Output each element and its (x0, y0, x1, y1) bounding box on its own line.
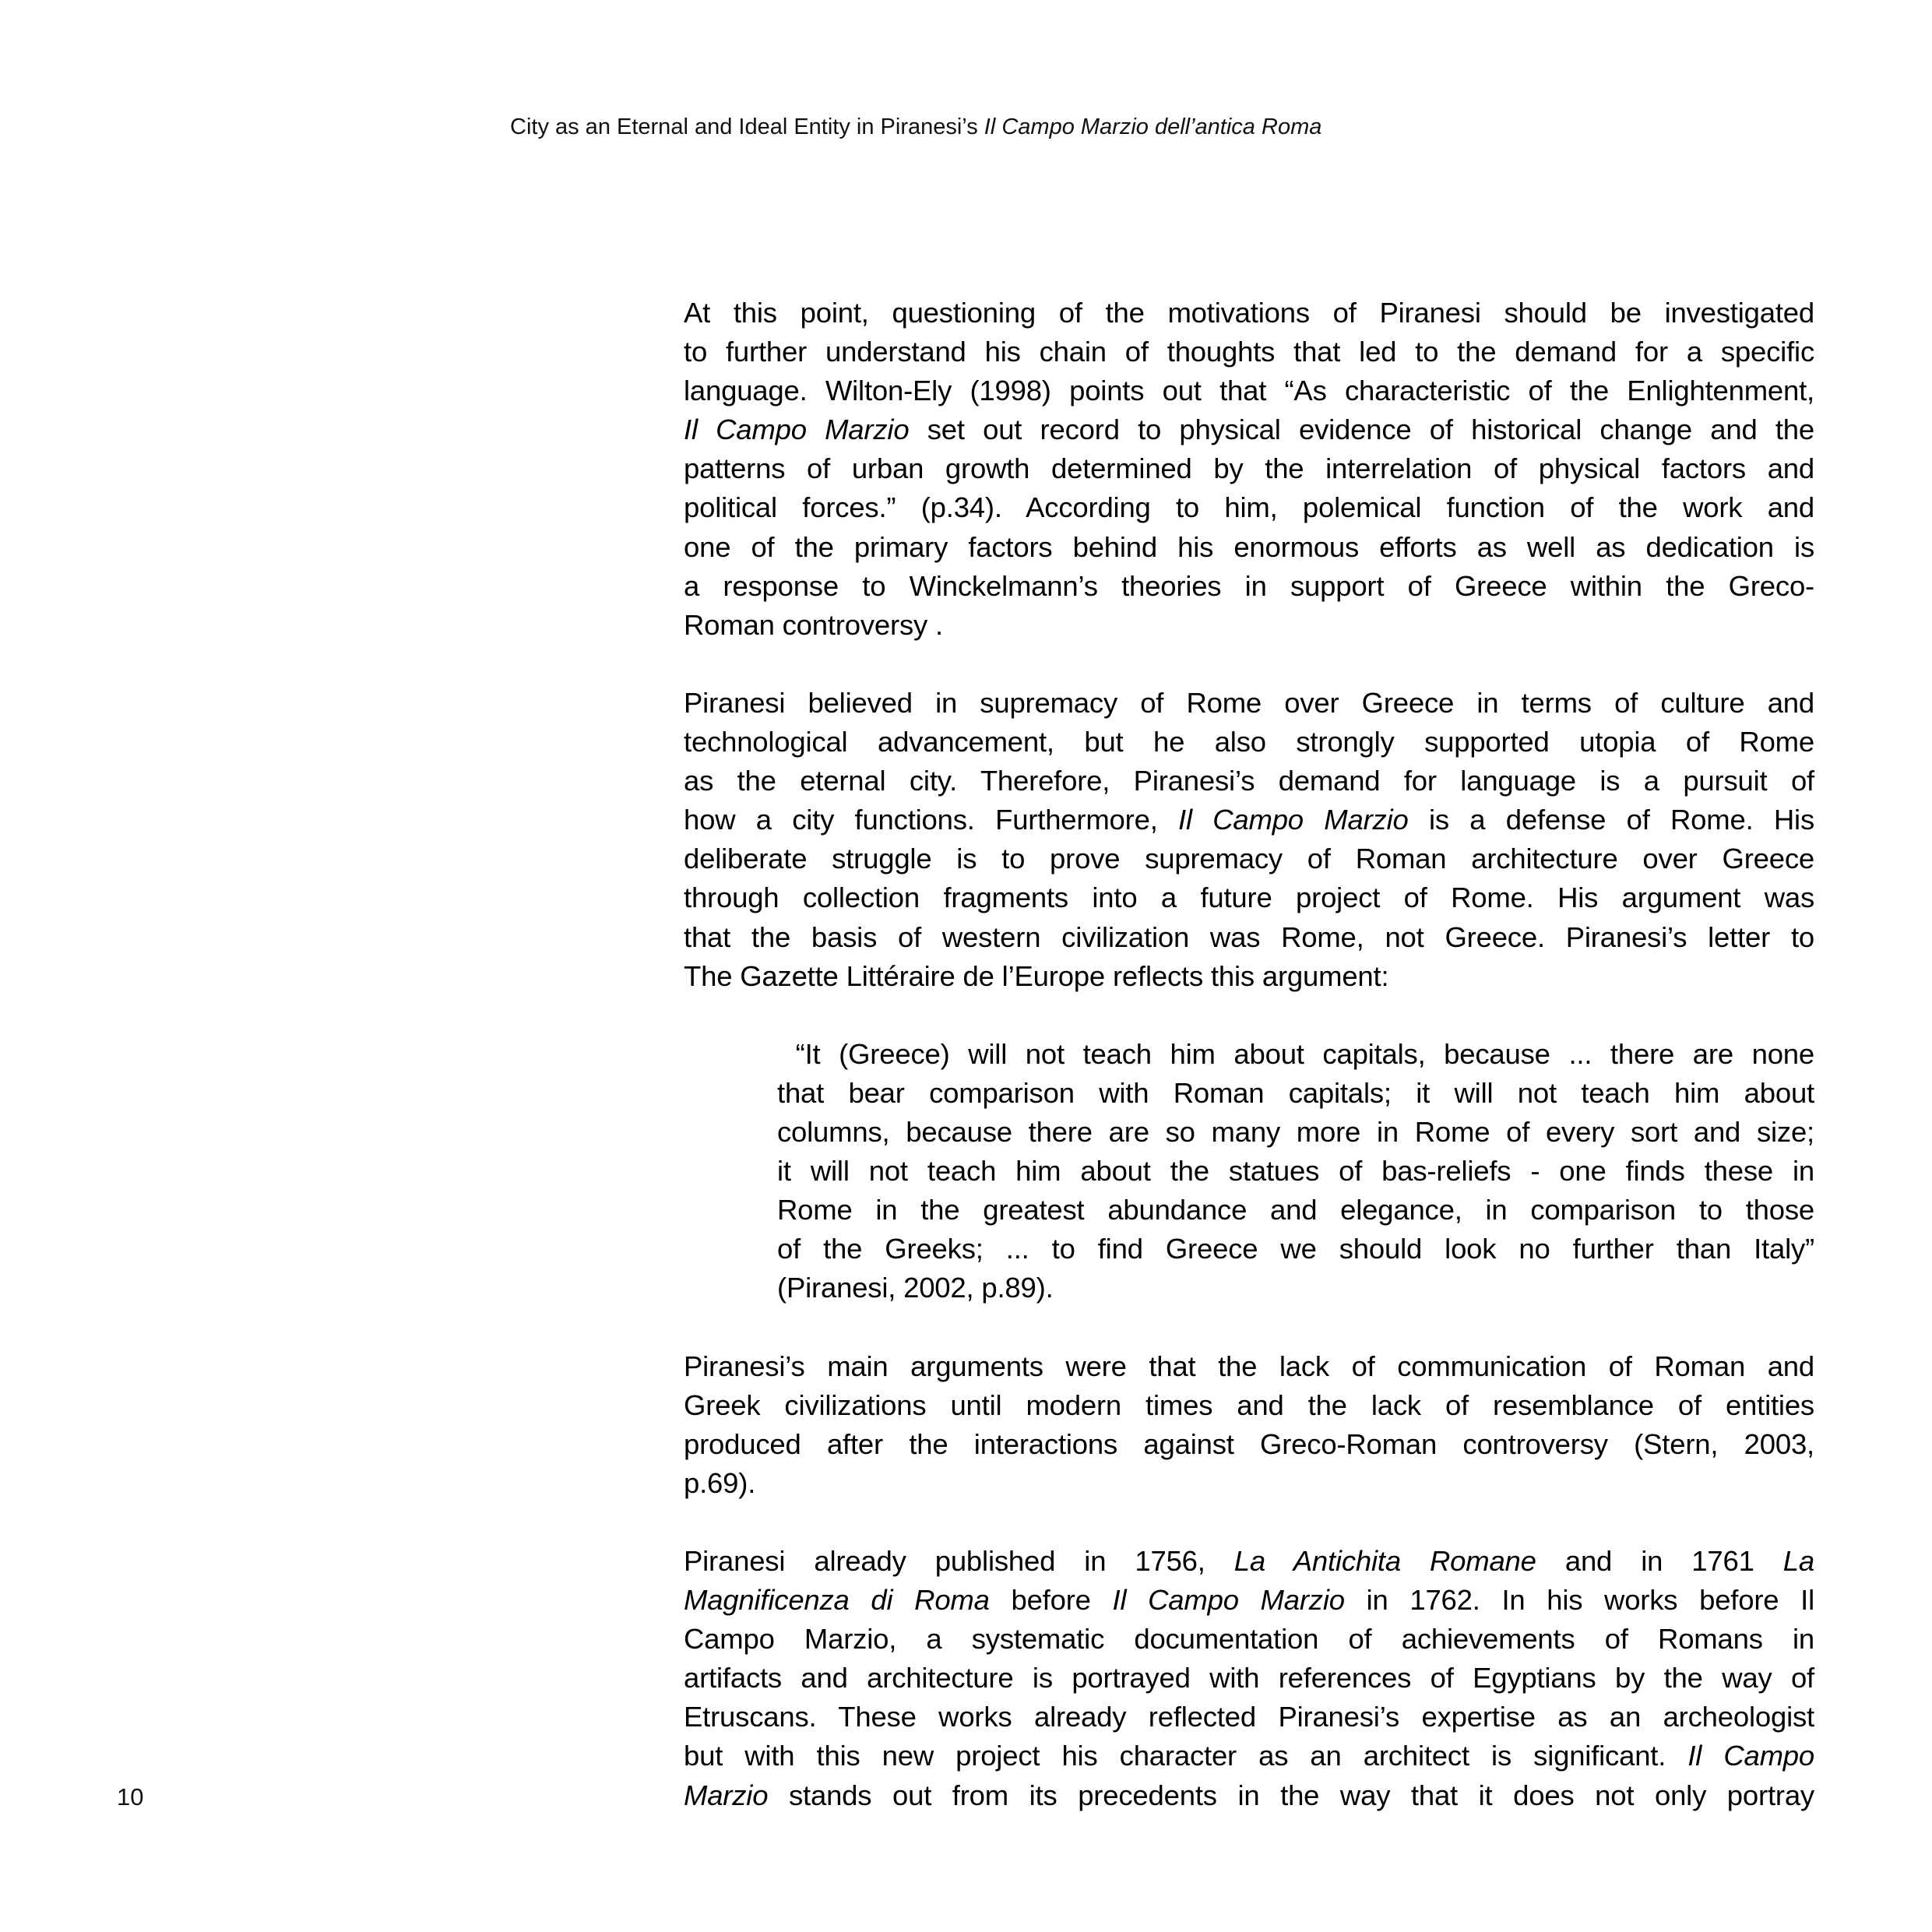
text-segment: artifacts and architecture is portrayed with references of Egyptians by the way of (684, 1662, 1814, 1694)
text-line (684, 1542, 1814, 1581)
running-head (510, 113, 1321, 141)
text-line (684, 1737, 1814, 1775)
text-line (684, 1776, 1814, 1815)
text-line (684, 410, 1814, 449)
text-line (684, 528, 1814, 567)
text-line (684, 957, 1814, 996)
text-segment: Rome in the greatest abundance and elegance, in comparison to those (777, 1194, 1814, 1226)
text-segment: columns, because there are so many more in Rome of every sort and size; (777, 1115, 1814, 1148)
body-text-column (684, 294, 1814, 1854)
text-segment: how a city functions. Furthermore, (684, 804, 1179, 836)
text-segment: deliberate struggle is to prove supremacy of Roman architecture over Greece (684, 843, 1814, 875)
text-segment: Campo Marzio, a systematic documentation of achievements of Romans in (684, 1623, 1814, 1656)
text-line (684, 333, 1814, 371)
text-segment: to further understand his chain of thoughts that led to the demand for a specific (684, 336, 1814, 368)
text-line (684, 488, 1814, 527)
page-number: 10 (117, 1783, 144, 1811)
text-line (684, 449, 1814, 488)
text-line (684, 684, 1814, 723)
italic-title-text: Il Campo Marzio (684, 413, 910, 446)
text-segment: a response to Winckelmann’s theories in support of Greece within the Greco- (684, 569, 1814, 602)
text-line (684, 1698, 1814, 1737)
block-quote (777, 1035, 1814, 1308)
text-segment: “It (Greece) will not teach him about capitals, because ... there are none (777, 1037, 1814, 1070)
text-segment: Greek civilizations until modern times and the lack of resemblance of entities (684, 1388, 1814, 1421)
text-segment: political forces.” (p.34). According to him, polemical function of the work and (684, 491, 1814, 524)
text-segment: At this point, questioning of the motivations of Piranesi should be investigated (684, 297, 1814, 329)
text-segment: is a defense of Rome. His (1408, 804, 1815, 836)
text-line (684, 294, 1814, 333)
text-line (684, 723, 1814, 762)
paragraph (684, 1542, 1814, 1815)
paragraph (684, 1347, 1814, 1503)
text-line (777, 1035, 1814, 1074)
text-segment: Etruscans. These works already reflected Piranesi’s expertise as an archeologist (684, 1701, 1814, 1733)
text-line (684, 878, 1814, 917)
text-line (684, 1386, 1814, 1425)
text-line (684, 762, 1814, 801)
text-segment: before (989, 1584, 1113, 1617)
text-segment: Piranesi’s main arguments were that the lack of communication of Roman and (684, 1350, 1814, 1382)
text-segment: through collection fragments into a future project of Rome. His argument was (684, 882, 1814, 914)
text-line (684, 1347, 1814, 1386)
text-segment: technological advancement, but he also strongly supported utopia of Rome (684, 726, 1814, 758)
italic-title-text: Il Campo (1687, 1740, 1814, 1772)
text-line (684, 1620, 1814, 1659)
text-segment: patterns of urban growth determined by the interrelation of physical factors and (684, 452, 1814, 485)
running-head-italic-title: Il Campo Marzio dell’antica Roma (984, 114, 1322, 139)
italic-title-text: La (1782, 1545, 1814, 1577)
text-segment: that bear comparison with Roman capitals; it will not teach him about (777, 1076, 1814, 1109)
text-line (777, 1191, 1814, 1230)
text-line (777, 1074, 1814, 1113)
text-line (684, 1581, 1814, 1620)
text-segment: The Gazette Littéraire de l’Europe reflects this argument: (684, 959, 1389, 992)
text-line (777, 1152, 1814, 1191)
text-line (684, 801, 1814, 839)
text-segment: Roman controversy . (684, 608, 943, 641)
text-segment: that the basis of western civilization was Rome, not Greece. Piranesi’s letter to (684, 920, 1814, 953)
text-segment: set out record to physical evidence of historical change and the (909, 413, 1814, 446)
paragraph (684, 294, 1814, 645)
text-line (684, 567, 1814, 606)
text-segment: in 1762. In his works before Il (1344, 1584, 1814, 1617)
text-segment: Piranesi believed in supremacy of Rome over Greece in terms of culture and (684, 686, 1814, 719)
text-line (684, 1425, 1814, 1464)
italic-title-text: Magnificenza di Roma (684, 1584, 990, 1617)
text-segment: it will not teach him about the statues of bas-reliefs - one finds these in (777, 1155, 1814, 1188)
text-line (684, 918, 1814, 957)
text-segment: stands out from its precedents in the way that it does not only portray (768, 1779, 1814, 1811)
text-segment: of the Greeks; ... to find Greece we should look no further than Italy” (777, 1233, 1814, 1265)
text-segment: language. Wilton-Ely (1998) points out that “As characteristic of the Enlightenment, (684, 375, 1814, 407)
text-line (777, 1113, 1814, 1152)
paragraph (684, 684, 1814, 996)
text-segment: Piranesi already published in 1756, (684, 1545, 1234, 1577)
text-segment: and in 1761 (1536, 1545, 1783, 1577)
text-line (777, 1269, 1814, 1307)
italic-title-text: Il Campo Marzio (1178, 804, 1409, 836)
running-head-regular: City as an Eternal and Ideal Entity in Piranesi’s (510, 114, 984, 139)
italic-title-text: Il Campo Marzio (1112, 1584, 1345, 1617)
text-line (684, 1464, 1814, 1503)
text-segment: one of the primary factors behind his enormous efforts as well as dedication is (684, 530, 1814, 563)
text-segment: as the eternal city. Therefore, Piranesi’s demand for language is a pursuit of (684, 765, 1814, 797)
italic-title-text: Marzio (684, 1779, 769, 1811)
text-line (777, 1230, 1814, 1269)
text-line (684, 371, 1814, 410)
text-segment: (Piranesi, 2002, p.89). (777, 1272, 1054, 1304)
text-segment: produced after the interactions against Greco-Roman controversy (Stern, 2003, (684, 1427, 1814, 1460)
text-segment: but with this new project his character as an architect is significant. (684, 1740, 1688, 1772)
italic-title-text: La Antichita Romane (1233, 1545, 1536, 1577)
text-line (684, 839, 1814, 878)
text-segment: p.69). (684, 1466, 756, 1499)
text-line (684, 606, 1814, 645)
text-line (684, 1659, 1814, 1698)
